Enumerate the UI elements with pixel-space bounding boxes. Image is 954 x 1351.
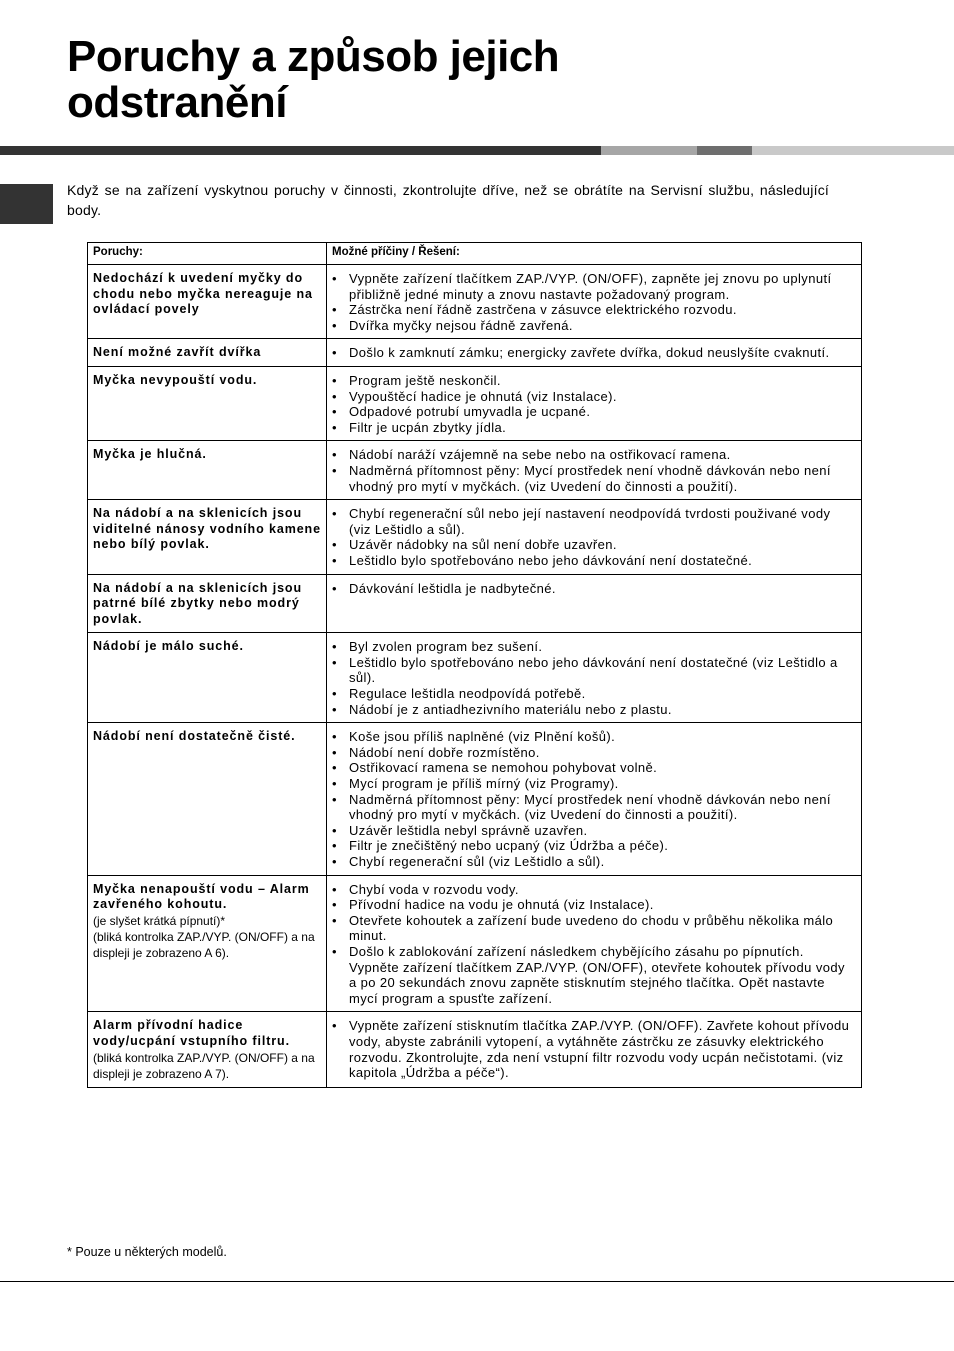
cause-item: • Mycí program je příliš mírný (viz Programy). — [332, 776, 856, 792]
causes-cell — [327, 875, 862, 1012]
causes-cell — [327, 1012, 862, 1087]
cause-list — [332, 373, 856, 435]
cause-item: • Chybí regenerační sůl (viz Leštidlo a sůl). — [332, 854, 856, 870]
cause-item: • Odpadové potrubí umyvadla je ucpané. — [332, 404, 856, 420]
causes-cell — [327, 441, 862, 500]
problem-title: Na nádobí a na sklenicích jsou viditelné nánosy vodního kamene nebo bílý povlak. — [93, 506, 321, 552]
column-header-problems: Poruchy: — [88, 243, 327, 265]
table-header-row — [88, 243, 862, 265]
intro-text: Když se na zařízení vyskytnou poruchy v činnosti, zkontrolujte dříve, než se obrátíte na Servisní službu, následující body. — [67, 182, 829, 218]
problem-note: (bliká kontrolka ZAP./VYP. (ON/OFF) a na displeji je zobrazeno A 6). — [93, 929, 315, 960]
problem-title: Myčka je hlučná. — [93, 447, 207, 462]
problem-title: Nádobí není dostatečně čisté. — [93, 729, 296, 744]
header-rule-grey — [601, 146, 697, 155]
cause-item: • Došlo k zamknutí zámku; energicky zavřete dvířka, dokud neuslyšíte cvaknutí. — [332, 345, 856, 361]
cause-item: • Nadměrná přítomnost pěny: Mycí prostředek není vhodně dávkován nebo není vhodný pro mytí v myčkách. (viz Uvedení do činnosti a použití). — [332, 463, 856, 494]
table-row — [88, 723, 862, 875]
cause-item: • Filtr je ucpán zbytky jídla. — [332, 420, 856, 436]
table-row — [88, 875, 862, 1012]
causes-cell — [327, 723, 862, 875]
problem-note: (je slyšet krátká pípnutí)* — [93, 913, 226, 928]
table-row — [88, 265, 862, 339]
cause-item: • Chybí voda v rozvodu vody. — [332, 882, 856, 898]
column-header-causes: Možné příčiny / Řešení: — [327, 243, 862, 265]
cause-item: • Byl zvolen program bez sušení. — [332, 639, 856, 655]
cause-list — [332, 639, 856, 717]
table-row — [88, 500, 862, 574]
problem-title: Myčka nenapouští vodu – Alarm zavřeného kohoutu. — [93, 881, 310, 912]
cause-item: • Vypněte zařízení tlačítkem ZAP./VYP. (ON/OFF), zapněte jej znovu po uplynutí přibližně jedné minuty a znovu nastavte požadovaný program. — [332, 271, 856, 302]
cause-list — [332, 1018, 856, 1080]
problem-cell — [88, 265, 327, 339]
section-tab — [0, 184, 53, 224]
footer-rule — [0, 1281, 954, 1282]
page-title — [67, 34, 559, 126]
problem-cell — [88, 574, 327, 633]
cause-list — [332, 447, 856, 494]
problem-cell — [88, 633, 327, 723]
cause-item: • Ostřikovací ramena se nemohou pohybovat volně. — [332, 760, 856, 776]
header-rule-light — [752, 146, 954, 155]
problem-cell — [88, 1012, 327, 1087]
problem-title: Není možné zavřít dvířka — [93, 345, 262, 360]
cause-item: • Nádobí naráží vzájemně na sebe nebo na ostřikovací ramena. — [332, 447, 856, 463]
causes-cell — [327, 265, 862, 339]
header-rule-dark — [0, 146, 601, 155]
cause-item: • Nádobí není dobře rozmístěno. — [332, 745, 856, 761]
cause-item: • Program ještě neskončil. — [332, 373, 856, 389]
table-row — [88, 1012, 862, 1087]
problem-cell — [88, 366, 327, 440]
cause-item: • Leštidlo bylo spotřebováno nebo jeho dávkování není dostatečné. — [332, 553, 856, 569]
causes-cell — [327, 366, 862, 440]
problem-title: Myčka nevypouští vodu. — [93, 372, 258, 387]
table-body — [88, 265, 862, 1088]
problem-cell — [88, 339, 327, 367]
header-rule-dark-grey — [697, 146, 752, 155]
cause-item: • Filtr je znečištěný nebo ucpaný (viz Údržba a péče). — [332, 838, 856, 854]
troubleshooting-table — [87, 242, 862, 1088]
page-title-line-2: odstranění — [67, 78, 287, 127]
problem-title: Alarm přívodní hadice vody/ucpání vstupního filtru. — [93, 1018, 290, 1048]
cause-item: • Dávkování leštidla je nadbytečné. — [332, 581, 856, 597]
cause-item: • Nádobí je z antiadhezivního materiálu nebo z plastu. — [332, 702, 856, 718]
causes-cell — [327, 633, 862, 723]
problem-cell — [88, 441, 327, 500]
cause-item: • Chybí regenerační sůl nebo její nastavení neodpovídá tvrdosti použivané vody (viz Leštidlo a sůl). — [332, 506, 856, 537]
footnote: * Pouze u některých modelů. — [67, 1245, 227, 1259]
cause-item: • Přívodní hadice na vodu je ohnutá (viz Instalace). — [332, 897, 856, 913]
problem-cell — [88, 500, 327, 574]
cause-item: • Dvířka myčky nejsou řádně zavřená. — [332, 318, 856, 334]
problem-title: Na nádobí a na sklenicích jsou patrné bílé zbytky nebo modrý povlak. — [93, 580, 302, 626]
problem-title: Nedochází k uvedení myčky do chodu nebo myčka nereaguje na ovládací povely — [93, 271, 313, 317]
causes-cell — [327, 574, 862, 633]
cause-item: • Zástrčka není řádně zastrčena v zásuvce elektrického rozvodu. — [332, 302, 856, 318]
cause-item: • Uzávěr nádobky na sůl není dobře uzavřen. — [332, 537, 856, 553]
page-title-line-1: Poruchy a způsob jejich — [67, 32, 560, 81]
cause-list — [332, 882, 856, 1007]
cause-item: • Otevřete kohoutek a zařízení bude uvedeno do chodu v průběhu několika málo minut. — [332, 913, 856, 944]
problem-cell — [88, 875, 327, 1012]
table-row — [88, 339, 862, 367]
cause-item: • Regulace leštidla neodpovídá potřebě. — [332, 686, 856, 702]
cause-list — [332, 506, 856, 568]
cause-item: • Vypněte zařízení stisknutím tlačítka ZAP./VYP. (ON/OFF). Zavřete kohout přívodu vody, abyste zabránili vytopení, a vytáhněte zástrčku ze zásuvky elektrického rozvodu. Zkontrolujte, zda není vstupní filtr rozvodu vody ucpán nečistotami. (viz kapitola „Údržba a péče“). — [332, 1018, 856, 1080]
table-row — [88, 441, 862, 500]
causes-cell — [327, 500, 862, 574]
cause-item: • Koše jsou příliš naplněné (viz Plnění košů). — [332, 729, 856, 745]
problem-note: (bliká kontrolka ZAP./VYP. (ON/OFF) a na displeji je zobrazeno A 7). — [93, 1050, 315, 1081]
cause-list — [332, 729, 856, 869]
causes-cell — [327, 339, 862, 367]
cause-list — [332, 271, 856, 333]
cause-item: • Došlo k zablokování zařízení následkem chybějícího zásahu po pípnutích. Vypněte zařízení tlačítkem ZAP./VYP. (ON/OFF), otevřete kohoutek přívodu vody a po 20 sekundách znovu zapněte stisknutím stejného tlačítka. Opět nastavte mycí program a spusťte zařízení. — [332, 944, 856, 1006]
cause-list — [332, 345, 856, 361]
cause-item: • Vypouštěcí hadice je ohnutá (viz Instalace). — [332, 389, 856, 405]
cause-item: • Leštidlo bylo spotřebováno nebo jeho dávkování není dostatečné (viz Leštidlo a sůl). — [332, 655, 856, 686]
problem-title: Nádobí je málo suché. — [93, 639, 244, 654]
table-row — [88, 633, 862, 723]
cause-list — [332, 581, 856, 597]
problem-cell — [88, 723, 327, 875]
cause-item: • Uzávěr leštidla nebyl správně uzavřen. — [332, 823, 856, 839]
cause-item: • Nadměrná přítomnost pěny: Mycí prostředek není vhodně dávkován nebo není vhodný pro mytí v myčkách. (viz Uvedení do činnosti a použití). — [332, 792, 856, 823]
table-row — [88, 366, 862, 440]
table-row — [88, 574, 862, 633]
